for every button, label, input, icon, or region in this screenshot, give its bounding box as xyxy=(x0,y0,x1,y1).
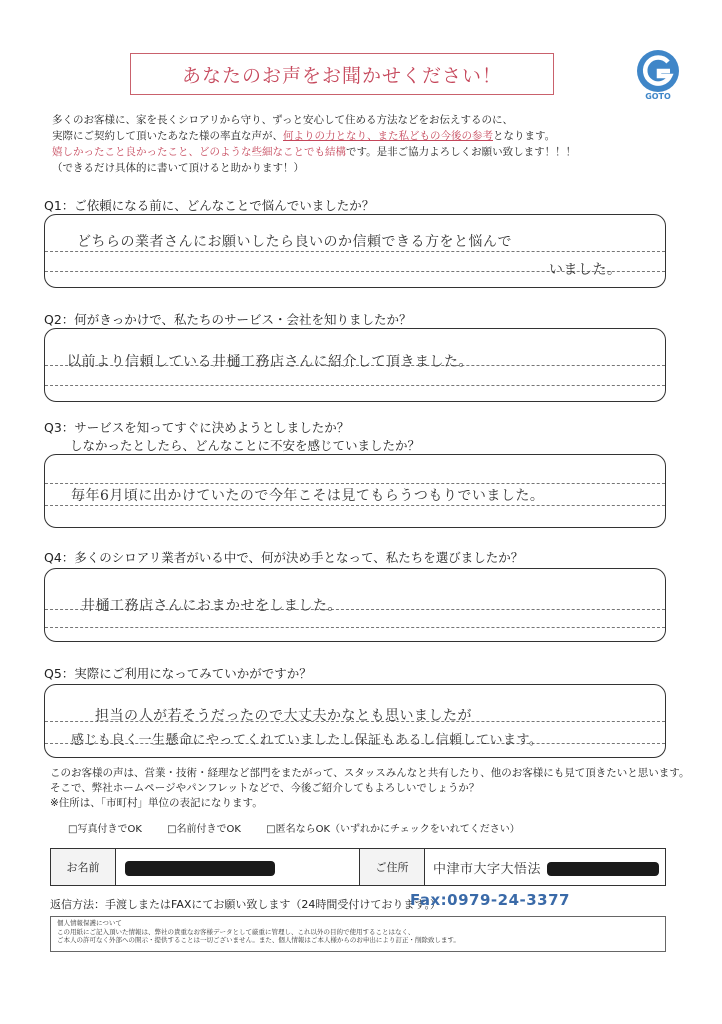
q2-answer-box xyxy=(44,328,666,402)
q5-answer-box xyxy=(44,684,666,758)
intro-line: 多くのお客様に、家を長くシロアリから守り、ずっと安心して住める方法などをお伝えするのに、 xyxy=(52,114,513,126)
q4-answer-line1: 井樋工務店さんにおまかせをしました。 xyxy=(81,598,342,614)
intro-text xyxy=(52,112,692,176)
intro-line: 嬉しかったこと良かったこと、どのような些細なことでも結構です。是非ご協力よろしくお願い致します！！！ xyxy=(52,146,577,158)
consent-photo-checkbox[interactable]: □写真付きでOK xyxy=(68,824,142,835)
address-field[interactable] xyxy=(423,849,667,885)
q1-answer-box xyxy=(44,214,666,288)
q1-answer-line1: どちらの業者さんにお願いしたら良いのか信頼できる方をと悩んで xyxy=(77,234,512,250)
name-field[interactable] xyxy=(115,849,359,885)
name-label: お名前 xyxy=(51,849,116,885)
q2-answer-line1: 以前より信頼している井樋工務店さんに紹介して頂きました。 xyxy=(67,354,473,370)
customer-info-table xyxy=(50,848,666,886)
q3-label-line2: しなかったとしたら、どんなことに不安を感じていましたか？ xyxy=(70,438,421,453)
q4-label: Q4：多くのシロアリ業者がいる中で、何が決め手となって、私たちを選びましたか？ xyxy=(44,550,524,565)
q3-answer-box xyxy=(44,454,666,528)
intro-line: 実際にご契約して頂いたあなた様の率直な声が、何よりの力となり、また私どもの今後の参考となります。 xyxy=(52,130,556,142)
q3-answer-line1: 毎年6月頃に出かけていたので今年こそは見てもらうつもりでいました。 xyxy=(71,488,545,504)
privacy-notice xyxy=(50,916,666,952)
return-method: 返信方法：手渡しまたはFAXにてお願い致します（24時間受付けております。） xyxy=(50,898,441,911)
page-title: あなたのお声をお聞かせください！ xyxy=(130,53,554,95)
consent-name-checkbox[interactable]: □名前付きでOK xyxy=(167,824,241,835)
name-redaction xyxy=(125,861,275,876)
privacy-line: この用紙にご記入頂いた情報は、弊社の貴重なお客様データとして厳重に管理し、これ以外の目的で使用することはなく、 xyxy=(57,927,415,936)
q3-label: Q3：サービスを知ってすぐに決めようとしましたか？ xyxy=(44,420,350,435)
usage-line: ※住所は、「市町村」単位の表記になります。 xyxy=(50,797,263,809)
usage-line: そこで、弊社ホームページやパンフレットなどで、今後ご紹介してもよろしいでしょうか？ xyxy=(50,782,480,794)
q2-label: Q2：何がきっかけで、私たちのサービス・会社を知りましたか？ xyxy=(44,312,412,327)
privacy-heading: 個人情報保護について xyxy=(57,919,122,927)
address-label: ご住所 xyxy=(359,849,425,885)
goto-g-logo-icon xyxy=(632,48,684,106)
fax-number: Fax:0979-24-3377 xyxy=(410,891,570,909)
q1-label: Q1：ご依頼になる前に、どんなことで悩んでいましたか？ xyxy=(44,198,375,213)
address-value: 中津市大字大悟法 xyxy=(433,861,542,877)
address-redaction xyxy=(547,862,659,876)
privacy-line: ご本人の許可なく外部への開示・提供することは一切ございません。また、個人情報はご本人様からのお申出により訂正・削除致します。 xyxy=(57,936,460,944)
intro-line: （できるだけ具体的に書いて頂けると助かります！） xyxy=(52,162,304,174)
logo-text: GOTO xyxy=(645,92,671,101)
consent-options xyxy=(68,820,542,835)
usage-notice xyxy=(50,766,710,811)
q1-answer-line2: いました。 xyxy=(549,262,622,278)
usage-line: このお客様の声は、営業・技術・経理など部門をまたがって、スタッスみんなと共有したり、他のお客様にも見て頂きたいと思います。 xyxy=(50,767,690,779)
consent-anonymous-checkbox[interactable]: □匿名ならOK（いずれかにチェックをいれてください） xyxy=(266,824,520,835)
q4-answer-box xyxy=(44,568,666,642)
q5-label: Q5：実際にご利用になってみていかがですか？ xyxy=(44,666,312,681)
q5-answer-line2: 感じも良く一生懸命にやってくれていましたし保証もあるし信頼しています。 xyxy=(71,733,543,748)
q5-answer-line1: 担当の人が若そうだったので大丈夫かなとも思いましたが xyxy=(95,708,472,724)
